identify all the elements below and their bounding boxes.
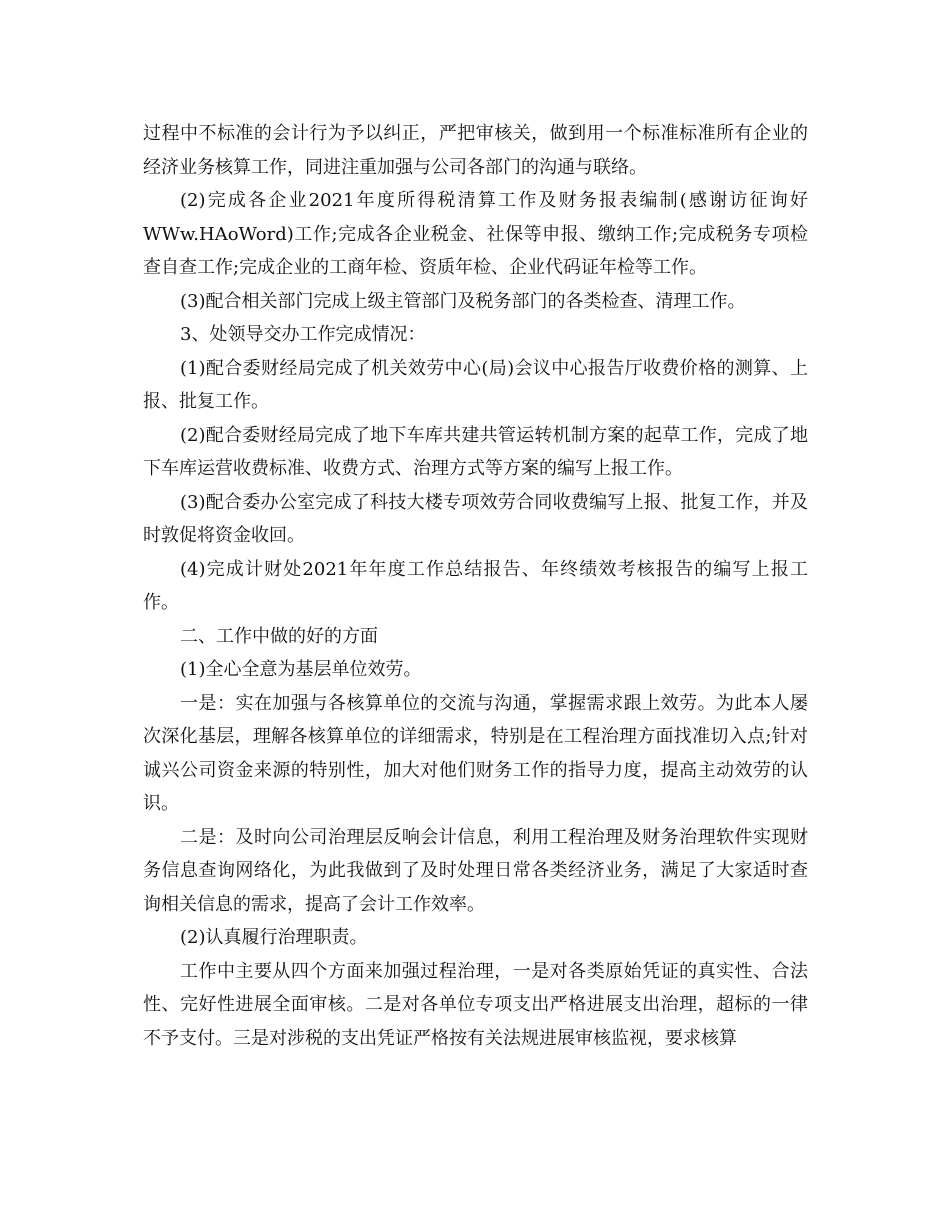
paragraph-task-1: (1)配合委财经局完成了机关效劳中心(局)会议中心报告厅收费价格的测算、上报、批复工作。 [143, 357, 808, 412]
paragraph-strength-1-point-2: 二是：及时向公司治理层反响会计信息，利用工程治理及财务治理软件实现财务信息查询网络化，为此我做到了及时处理日常各类经济业务，满足了大家适时查询相关信息的需求，提高了会计工作效率。 [143, 826, 808, 915]
paragraph-task-4: (4)完成计财处2021年年度工作总结报告、年终绩效考核报告的编写上报工作。 [143, 558, 808, 613]
paragraph-strength-2-body: 工作中主要从四个方面来加强过程治理，一是对各类原始凭证的真实性、合法性、完好性进展全面审核。二是对各单位专项支出严格进展支出治理，超标的一律不予支付。三是对涉税的支出凭证严格按有关法规进展审核监视，要求核算 [143, 960, 808, 1049]
paragraph-continuation: 过程中不标准的会计行为予以纠正，严把审核关，做到用一个标准标准所有企业的经济业务核算工作，同进注重加强与公司各部门的沟通与联络。 [143, 123, 808, 178]
paragraph-task-3: (3)配合委办公室完成了科技大楼专项效劳合同收费编写上报、批复工作，并及时敦促将资金收回。 [143, 491, 808, 546]
document-body [143, 117, 808, 1055]
paragraph-strength-2-title: (2)认真履行治理职责。 [180, 927, 368, 948]
section-heading-leader-tasks: 3、处领导交办工作完成情况： [180, 324, 426, 345]
section-heading-strengths: 二、工作中做的好的方面 [180, 625, 378, 647]
paragraph-item-3-inspection: (3)配合相关部门完成上级主管部门及税务部门的各类检查、清理工作。 [180, 290, 746, 312]
paragraph-task-2: (2)配合委财经局完成了地下车库共建共管运转机制方案的起草工作，完成了地下车库运营收费标准、收费方式、治理方式等方案的编写上报工作。 [143, 424, 808, 479]
paragraph-strength-1-point-1: 一是：实在加强与各核算单位的交流与沟通，掌握需求跟上效劳。为此本人屡次深化基层，理解各核算单位的详细需求，特别是在工程治理方面找准切入点;针对诚兴公司资金来源的特别性，加大对他们财务工作的指导力度，提高主动效劳的认识。 [143, 692, 808, 814]
paragraph-strength-1-title: (1)全心全意为基层单位效劳。 [180, 659, 422, 680]
paragraph-item-2-tax: (2)完成各企业2021年度所得税清算工作及财务报表编制(感谢访征询好WWw.HAoWord)工作;完成各企业税金、社保等申报、缴纳工作;完成税务专项检查自查工作;完成企业的工商年检、资质年检、企业代码证年检等工作。 [143, 190, 808, 278]
